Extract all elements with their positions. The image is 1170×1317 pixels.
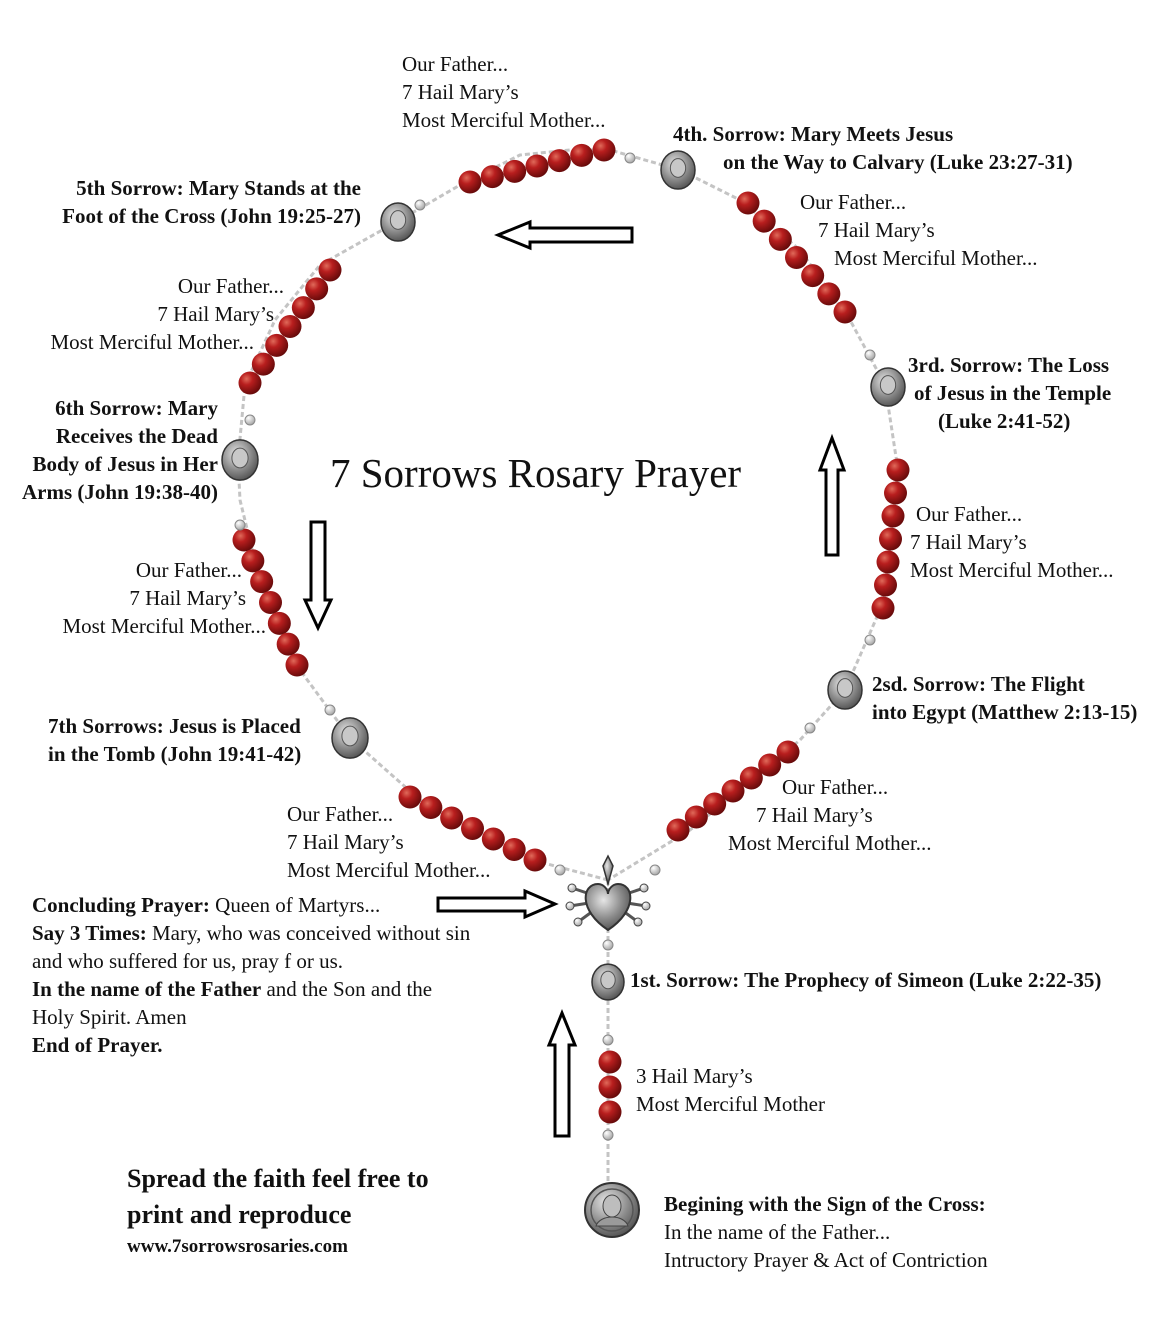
sorrow-7-line-2: in the Tomb (John 19:41-42): [48, 742, 302, 766]
hail-marys-text: 7 Hail Mary’s: [129, 586, 246, 610]
sorrow-5-line-2: Foot of the Cross (John 19:25-27): [62, 204, 361, 228]
merciful-mother-text: Most Merciful Mother...: [834, 246, 1038, 270]
sorrow-3-line-2: of Jesus in the Temple: [914, 381, 1112, 405]
sorrow-5-label: [20, 174, 361, 230]
in-name-text: and the Son and the: [261, 977, 433, 1001]
red-bead: [737, 192, 760, 215]
merciful-mother-text: Most Merciful Mother...: [728, 831, 932, 855]
sorrow-medal: [381, 203, 415, 241]
sorrow-3-line-3: (Luke 2:41-52): [938, 409, 1071, 433]
beginning-block: [664, 1190, 988, 1274]
sorrow-medal: [871, 368, 905, 406]
hail-marys-text: 7 Hail Mary’s: [756, 803, 873, 827]
beginning-line-1: Begining with the Sign of the Cross:: [664, 1192, 986, 1216]
red-bead: [872, 597, 895, 620]
sorrow-4-label: [673, 120, 1073, 176]
sorrow-3-label: [908, 351, 1111, 435]
diagram-title: 7 Sorrows Rosary Prayer: [330, 450, 742, 496]
red-bead: [570, 144, 593, 167]
our-father-text: Our Father...: [177, 274, 284, 298]
decade-label-top: [402, 50, 606, 134]
our-father-text: Our Father...: [916, 502, 1023, 526]
red-bead: [292, 296, 315, 319]
red-bead: [305, 277, 328, 300]
merciful-mother-text: Most Merciful Mother...: [62, 614, 266, 638]
hail-marys-text: 7 Hail Mary’s: [287, 830, 404, 854]
sorrow-medal: [828, 671, 862, 709]
concluding-line-1: [32, 891, 470, 919]
end-of-prayer: End of Prayer.: [32, 1033, 163, 1057]
silver-spacer-bead: [603, 1035, 613, 1045]
arrow-down-icon: [305, 522, 331, 628]
decade-label-upper-right: [800, 188, 1038, 272]
arrow-up-icon: [820, 438, 844, 555]
silver-spacer-bead: [235, 520, 245, 530]
red-bead: [277, 633, 300, 656]
concluding-text: Queen of Martyrs...: [209, 893, 381, 917]
merciful-mother-text: Most Merciful Mother...: [287, 858, 491, 882]
red-bead: [884, 482, 907, 505]
say-three-text: Mary, who was conceived without sin: [146, 921, 471, 945]
sorrow-7-line-1: 7th Sorrows: Jesus is Placed: [48, 714, 301, 738]
red-bead: [834, 301, 857, 324]
sacred-heart-centerpiece: [566, 856, 650, 930]
red-bead: [239, 372, 262, 395]
sorrow-medal: [222, 440, 258, 480]
sorrow-2-line-1: 2sd. Sorrow: The Flight: [872, 672, 1085, 696]
hail-marys-text: 7 Hail Mary’s: [157, 302, 274, 326]
our-father-text: Our Father...: [782, 775, 889, 799]
silver-spacer-bead: [325, 705, 335, 715]
red-bead: [503, 160, 526, 183]
decade-label-right: [910, 500, 1114, 584]
beginning-line-3: Intructory Prayer & Act of Contriction: [664, 1248, 988, 1272]
decade-label-upper-left: [20, 272, 284, 356]
sorrow-5-line-1: 5th Sorrow: Mary Stands at the: [76, 176, 361, 200]
red-bead: [593, 139, 616, 162]
sorrow-6-label: [0, 394, 218, 506]
sorrow-6-line-3: Body of Jesus in Her: [32, 452, 218, 476]
silver-spacer-bead: [865, 635, 875, 645]
three-hail-line-2: Most Merciful Mother: [636, 1092, 825, 1116]
red-bead: [526, 155, 549, 178]
sorrow-6-line-4: Arms (John 19:38-40): [22, 480, 218, 504]
concluding-line-2: [32, 919, 470, 947]
merciful-mother-text: Most Merciful Mother...: [402, 108, 606, 132]
say-three-label: Say 3 Times:: [32, 921, 147, 945]
footer-note: [127, 1161, 429, 1261]
our-father-text: Our Father...: [800, 190, 907, 214]
footer-url: www.7sorrowsrosaries.com: [127, 1236, 348, 1257]
concluding-label: Concluding Prayer:: [32, 893, 210, 917]
concluding-prayer-block: [32, 891, 470, 1059]
red-bead: [667, 819, 690, 842]
red-bead: [319, 259, 342, 282]
red-bead: [887, 459, 910, 482]
sorrow-1-label: 1st. Sorrow: The Prophecy of Simeon (Luke 2:22-35): [630, 968, 1102, 992]
red-bead: [882, 505, 905, 528]
merciful-mother-text: Most Merciful Mother...: [50, 330, 254, 354]
our-father-text: Our Father...: [287, 802, 394, 826]
three-hail-marys-label: [636, 1062, 825, 1118]
red-bead: [503, 838, 526, 861]
beginning-line-2: In the name of the Father...: [664, 1220, 891, 1244]
sorrow-medal: [592, 964, 624, 1000]
silver-spacer-bead: [865, 350, 875, 360]
red-bead: [599, 1051, 622, 1074]
three-hail-line-1: 3 Hail Mary’s: [636, 1064, 753, 1088]
hail-marys-text: 7 Hail Mary’s: [818, 218, 935, 242]
red-bead: [459, 171, 482, 194]
red-bead: [268, 612, 291, 635]
silver-spacer-bead: [805, 723, 815, 733]
in-name-label: In the name of the Father: [32, 977, 262, 1001]
decade-label-lower-right: [728, 773, 932, 857]
arrow-up-icon: [549, 1013, 575, 1136]
red-bead: [548, 149, 571, 172]
saint-medal: [585, 1183, 639, 1237]
concluding-line-5: Holy Spirit. Amen: [32, 1005, 187, 1029]
silver-spacer-bead: [625, 153, 635, 163]
red-bead: [481, 165, 504, 188]
hail-marys-text: 7 Hail Mary’s: [402, 80, 519, 104]
red-bead: [252, 353, 275, 376]
red-bead: [874, 574, 897, 597]
red-bead: [817, 282, 840, 305]
decade-label-lower-left: [287, 800, 491, 884]
red-bead: [286, 654, 309, 677]
concluding-line-3: and who suffered for us, pray f or us.: [32, 949, 344, 973]
silver-spacer-bead: [603, 1130, 613, 1140]
arrow-left-icon: [498, 222, 632, 248]
red-bead: [877, 551, 900, 574]
sorrow-4-line-2: on the Way to Calvary (Luke 23:27-31): [723, 150, 1073, 174]
our-father-text: Our Father...: [135, 558, 242, 582]
decade-label-left: [20, 556, 266, 640]
our-father-text: Our Father...: [402, 52, 509, 76]
red-bead: [233, 529, 256, 552]
red-bead: [524, 849, 547, 872]
silver-spacer-bead: [415, 200, 425, 210]
footer-line-2: print and reproduce: [127, 1200, 352, 1229]
red-bead: [599, 1101, 622, 1124]
sorrow-6-line-1: 6th Sorrow: Mary: [55, 396, 218, 420]
silver-spacer-bead: [603, 940, 613, 950]
silver-spacer-bead: [245, 415, 255, 425]
sorrow-6-line-2: Receives the Dead: [55, 424, 218, 448]
footer-line-1: Spread the faith feel free to: [127, 1164, 429, 1193]
red-bead: [599, 1076, 622, 1099]
red-bead: [879, 528, 902, 551]
silver-spacer-bead: [650, 865, 660, 875]
sorrow-2-line-2: into Egypt (Matthew 2:13-15): [872, 700, 1138, 724]
sorrow-medal: [332, 718, 368, 758]
sorrow-3-line-1: 3rd. Sorrow: The Loss: [908, 353, 1110, 377]
red-bead: [769, 228, 792, 251]
merciful-mother-text: Most Merciful Mother...: [910, 558, 1114, 582]
sorrow-7-label: [48, 712, 301, 768]
sorrow-2-label: [872, 670, 1137, 726]
sorrow-4-line-1: 4th. Sorrow: Mary Meets Jesus: [673, 122, 954, 146]
silver-spacer-bead: [555, 865, 565, 875]
red-bead: [753, 210, 776, 233]
concluding-line-4: [32, 975, 470, 1003]
hail-marys-text: 7 Hail Mary’s: [910, 530, 1027, 554]
